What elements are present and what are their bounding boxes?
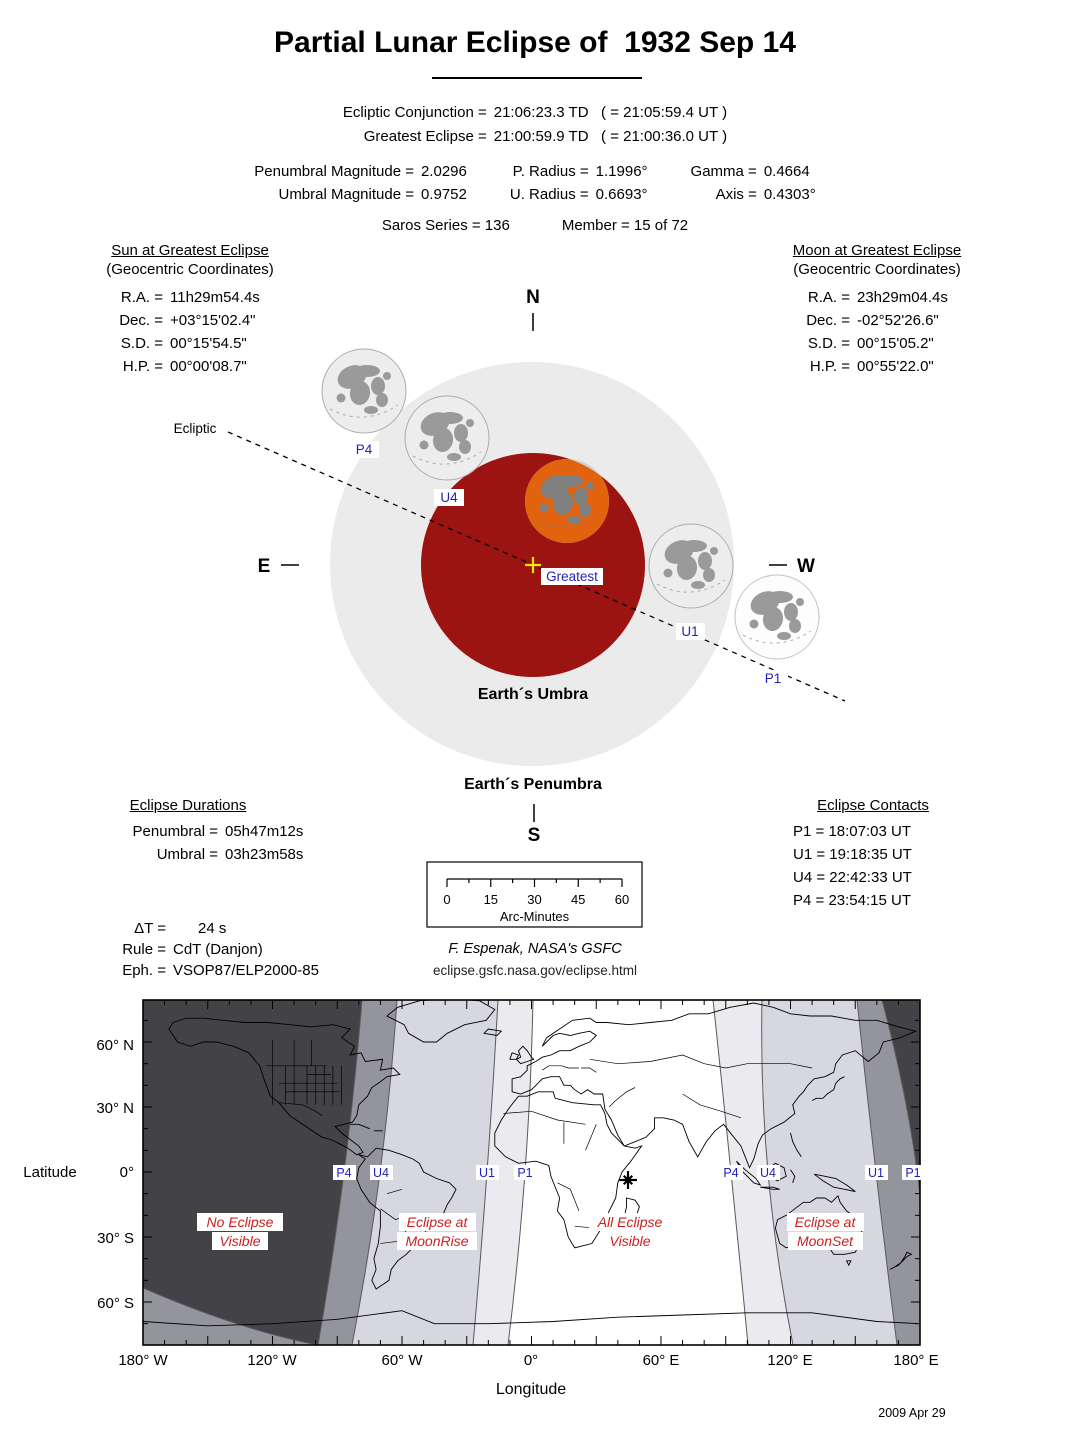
moonrise-line1: Eclipse at [406, 1214, 468, 1230]
lon-0: 0° [523, 1352, 539, 1369]
visibility-map [23, 999, 945, 1420]
p1-label: P1 [764, 671, 782, 686]
sun-coordinates-block: Sun at Greatest Eclipse (Geocentric Coordinates) R.A. = 11h29m54.4s Dec. = +03°15'02.4" S.D. = 00°15'54.5" H.P. = 00°00'08.7" [75, 242, 305, 378]
conjunction-label: Ecliptic Conjunction = [342, 104, 487, 121]
map-u4-left: U4 [373, 1166, 389, 1180]
umb-mag-value: 0.9752 [420, 186, 467, 203]
lon-120w: 120° W [247, 1352, 297, 1369]
p-radius-value: 1.1996° [595, 163, 648, 180]
pen-mag-value: 2.0296 [420, 163, 467, 180]
map-u1-right: U1 [868, 1166, 884, 1180]
scale-tick-15: 15 [483, 892, 499, 907]
no-eclipse-line2: Visible [219, 1233, 261, 1249]
lon-60e: 60° E [642, 1352, 680, 1369]
u1-label: U1 [681, 624, 699, 639]
map-p4-right: P4 [723, 1166, 739, 1180]
durations-block: Eclipse Durations Penumbral = 05h47m12s Umbral = 03h23m58s [66, 797, 316, 866]
lat-30s: 30° S [97, 1230, 134, 1247]
saros-series: Saros Series = 136 [381, 217, 510, 234]
lon-180e: 180° E [893, 1352, 939, 1369]
scale-units-label: Arc-Minutes [499, 909, 570, 924]
ephemeris-block: ΔT = 24 s Rule = CdT (Danjon) Eph. = VSOP87/ELP2000-85 [122, 920, 319, 979]
axis-value: 0.4303° [763, 186, 816, 203]
credit-url: eclipse.gsfc.nasa.gov/eclipse.html [432, 963, 638, 978]
u4-label: U4 [440, 490, 458, 505]
ecliptic-label: Ecliptic [173, 421, 217, 436]
sun-block-subtitle: (Geocentric Coordinates) [106, 261, 274, 278]
shadow-diagram [174, 287, 845, 927]
moon-greatest [525, 459, 609, 543]
credit-author: F. Espenak, NASA's GSFC [448, 941, 622, 957]
compass-west: W [797, 556, 815, 577]
p4-label: P4 [355, 442, 373, 457]
map-p4-left: P4 [336, 1166, 352, 1180]
umbra-label: Earth´s Umbra [477, 686, 589, 703]
sun-block-title: Sun at Greatest Eclipse [111, 242, 269, 259]
moon-block-title: Moon at Greatest Eclipse [792, 242, 962, 259]
scale-tick-45: 45 [570, 892, 586, 907]
arcminutes-scale [427, 862, 642, 927]
moon-block-subtitle: (Geocentric Coordinates) [793, 261, 961, 278]
p-radius-label: P. Radius = [512, 163, 589, 180]
saros-member: Member = 15 of 72 [561, 217, 689, 234]
gamma-label: Gamma = [690, 163, 757, 180]
moonset-line1: Eclipse at [794, 1214, 856, 1230]
contacts-title: Eclipse Contacts [817, 797, 929, 814]
axis-label: Axis = [715, 186, 757, 203]
moon-u1 [649, 524, 733, 608]
greatest-value: 21:00:59.9 TD ( = 21:00:36.0 UT ) [493, 128, 728, 145]
penumbra-label: Earth´s Penumbra [464, 776, 602, 793]
contact-u1: U1 = 19:18:35 UT [793, 846, 912, 863]
lat-60n: 60° N [96, 1037, 134, 1054]
lon-120e: 120° E [767, 1352, 813, 1369]
compass-north: N [526, 287, 540, 308]
moon-coordinates-block: Moon at Greatest Eclipse (Geocentric Coordinates) R.A. = 23h29m04.4s Dec. = -02°52'26.6" S.D. = 00°15'05.2" H.P. = 00°55'22.0" [762, 242, 992, 378]
no-eclipse-line1: No Eclipse [206, 1214, 274, 1230]
greatest-label: Greatest Eclipse = [363, 128, 487, 145]
scale-tick-0: 0 [443, 892, 451, 907]
longitude-axis-title: Longitude [495, 1381, 567, 1398]
lat-60s: 60° S [97, 1295, 134, 1312]
contact-p4: P4 = 23:54:15 UT [793, 892, 911, 909]
durations-title: Eclipse Durations [129, 797, 247, 814]
all-eclipse-line2: Visible [609, 1233, 651, 1249]
date-stamp: 2009 Apr 29 [878, 1406, 946, 1420]
map-p1-left: P1 [517, 1166, 533, 1180]
lat-30n: 30° N [96, 1100, 134, 1117]
lat-0: 0° [119, 1164, 134, 1181]
conjunction-value: 21:06:23.3 TD ( = 21:05:59.4 UT ) [493, 104, 728, 121]
compass-south: S [527, 825, 541, 846]
map-u1-left: U1 [479, 1166, 495, 1180]
pen-mag-label: Penumbral Magnitude = [254, 163, 414, 180]
moon-p1 [735, 575, 819, 659]
compass-east: E [257, 556, 271, 577]
page-title: Partial Lunar Eclipse of 1932 Sep 14 [274, 26, 796, 59]
contact-u4: U4 = 22:42:33 UT [793, 869, 912, 886]
umb-mag-label: Umbral Magnitude = [278, 186, 414, 203]
contact-p1: P1 = 18:07:03 UT [793, 823, 911, 840]
moonrise-line2: MoonRise [405, 1233, 469, 1249]
lon-60w: 60° W [381, 1352, 423, 1369]
gamma-value: 0.4664 [763, 163, 810, 180]
scale-tick-30: 30 [527, 892, 542, 907]
u-radius-value: 0.6693° [595, 186, 648, 203]
scale-tick-60: 60 [614, 892, 630, 907]
moon-p4 [322, 349, 406, 433]
lon-180w: 180° W [118, 1352, 168, 1369]
moon-u4 [405, 396, 489, 480]
map-p1-right: P1 [905, 1166, 921, 1180]
greatest-label: Greatest [546, 569, 598, 584]
u-radius-label: U. Radius = [509, 186, 589, 203]
map-u4-right: U4 [760, 1166, 776, 1180]
all-eclipse-line1: All Eclipse [597, 1214, 663, 1230]
latitude-axis-title: Latitude [23, 1164, 77, 1181]
moonset-line2: MoonSet [796, 1233, 854, 1249]
